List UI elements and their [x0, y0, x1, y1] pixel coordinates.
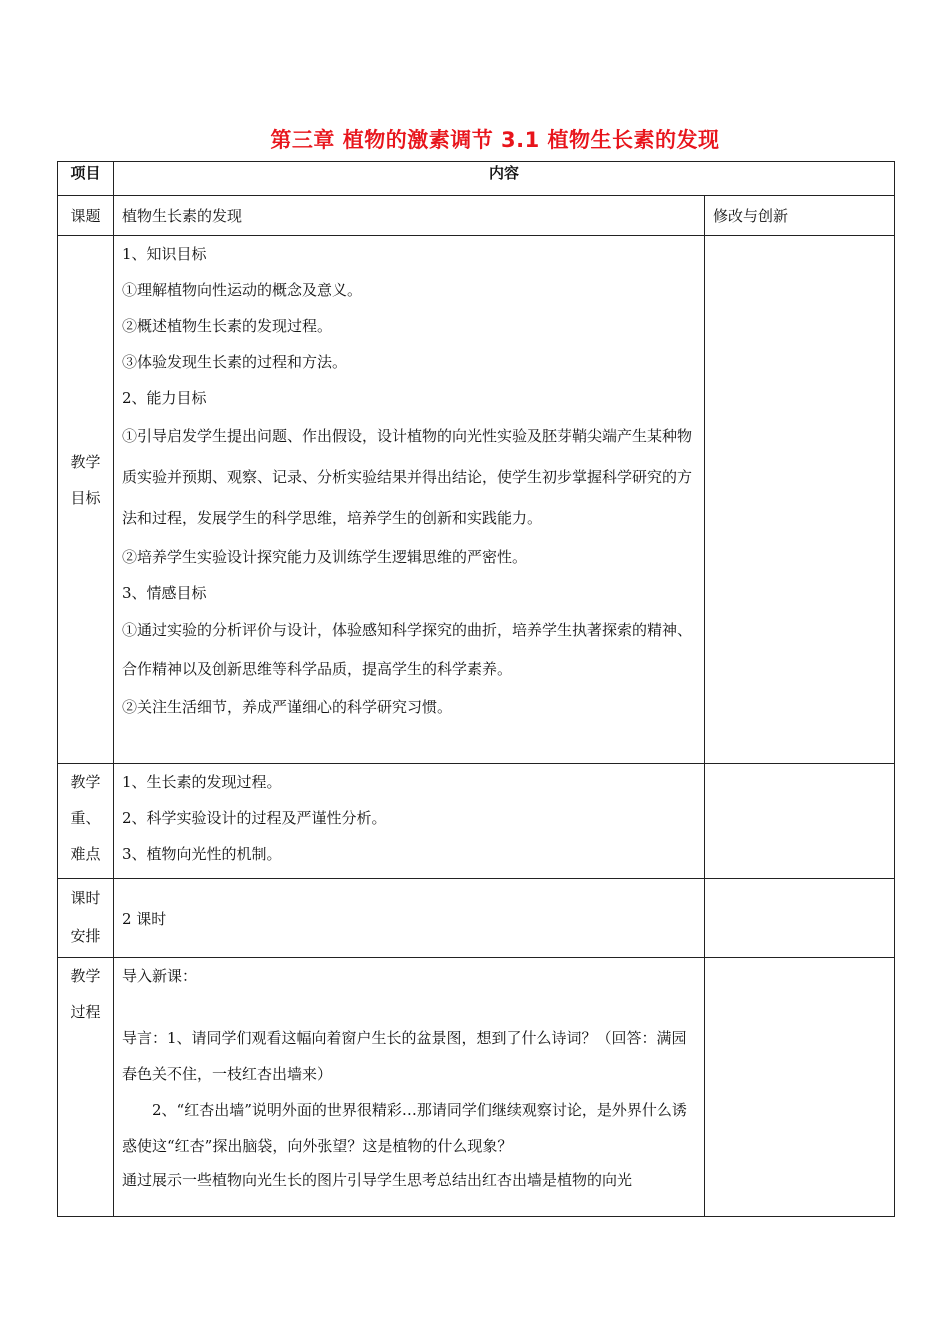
schedule-note: [705, 879, 895, 958]
objective-line: 3、情感目标: [122, 584, 207, 602]
topic-row: [58, 196, 895, 236]
topic-label: 课题: [58, 196, 114, 236]
revision-header: 修改与创新: [705, 196, 895, 236]
key-points-row: [58, 764, 895, 879]
key-points-note: [705, 764, 895, 879]
process-note: [705, 958, 895, 1217]
objective-line: ①通过实验的分析评价与设计，体验感知科学探究的曲折，培养学生执著探索的精神、合作精神以及创新思维等科学品质，提高学生的科学素养。: [122, 621, 693, 678]
process-intro: 导入新课：: [122, 967, 198, 985]
header-content: 内容: [114, 162, 895, 196]
objectives-label: 教学 目标: [58, 236, 114, 764]
key-points-label: 教学 重、 难点: [58, 764, 114, 879]
objective-line: ②培养学生实验设计探究能力及训练学生逻辑思维的严密性。: [122, 548, 528, 566]
lesson-plan-table: [57, 161, 895, 1217]
process-label: 教学 过程: [58, 958, 114, 1217]
objective-line: ①理解植物向性运动的概念及意义。: [122, 281, 363, 299]
process-paragraph: 通过展示一些植物向光生长的图片引导学生思考总结出红杏出墙是植物的向光: [122, 1171, 633, 1189]
process-paragraph: 导言：1、请同学们观看这幅向着窗户生长的盆景图，想到了什么诗词？（回答：满园春色关不住，一枝红杏出墙来）: [122, 1029, 687, 1083]
schedule-content: 2 课时: [114, 879, 705, 958]
process-paragraph: 2、“红杏出墙”说明外面的世界很精彩…那请同学们继续观察讨论，是外界什么诱惑使这“红杏”探出脑袋，向外张望？这是植物的什么现象？: [122, 1101, 687, 1155]
key-point-line: 1、生长素的发现过程。: [122, 773, 282, 791]
objective-line: ①引导启发学生提出问题、作出假设，设计植物的向光性实验及胚芽鞘尖端产生某种物质实验并预期、观察、记录、分析实验结果并得出结论，使学生初步掌握科学研究的方法和过程，发展学生的科学思维，培养学生的创新和实践能力。: [122, 427, 693, 527]
objectives-content: [114, 236, 705, 764]
objective-line: ②概述植物生长素的发现过程。: [122, 317, 333, 335]
process-row: [58, 958, 895, 1217]
objective-line: 1、知识目标: [122, 245, 207, 263]
objective-line: ②关注生活细节，养成严谨细心的科学研究习惯。: [122, 698, 453, 716]
topic-content: 植物生长素的发现: [114, 196, 705, 236]
header-item: 项目: [58, 162, 114, 196]
process-content: [114, 958, 705, 1217]
key-point-line: 3、植物向光性的机制。: [122, 845, 282, 863]
schedule-row: [58, 879, 895, 958]
key-points-content: [114, 764, 705, 879]
objectives-row: [58, 236, 895, 764]
table-header-row: [58, 162, 895, 196]
objectives-note: [705, 236, 895, 764]
page-title: 第三章 植物的激素调节 3.1 植物生长素的发现: [270, 128, 720, 152]
objective-line: ③体验发现生长素的过程和方法。: [122, 353, 348, 371]
key-point-line: 2、科学实验设计的过程及严谨性分析。: [122, 809, 387, 827]
schedule-label: 课时 安排: [58, 879, 114, 958]
objective-line: 2、能力目标: [122, 389, 207, 407]
